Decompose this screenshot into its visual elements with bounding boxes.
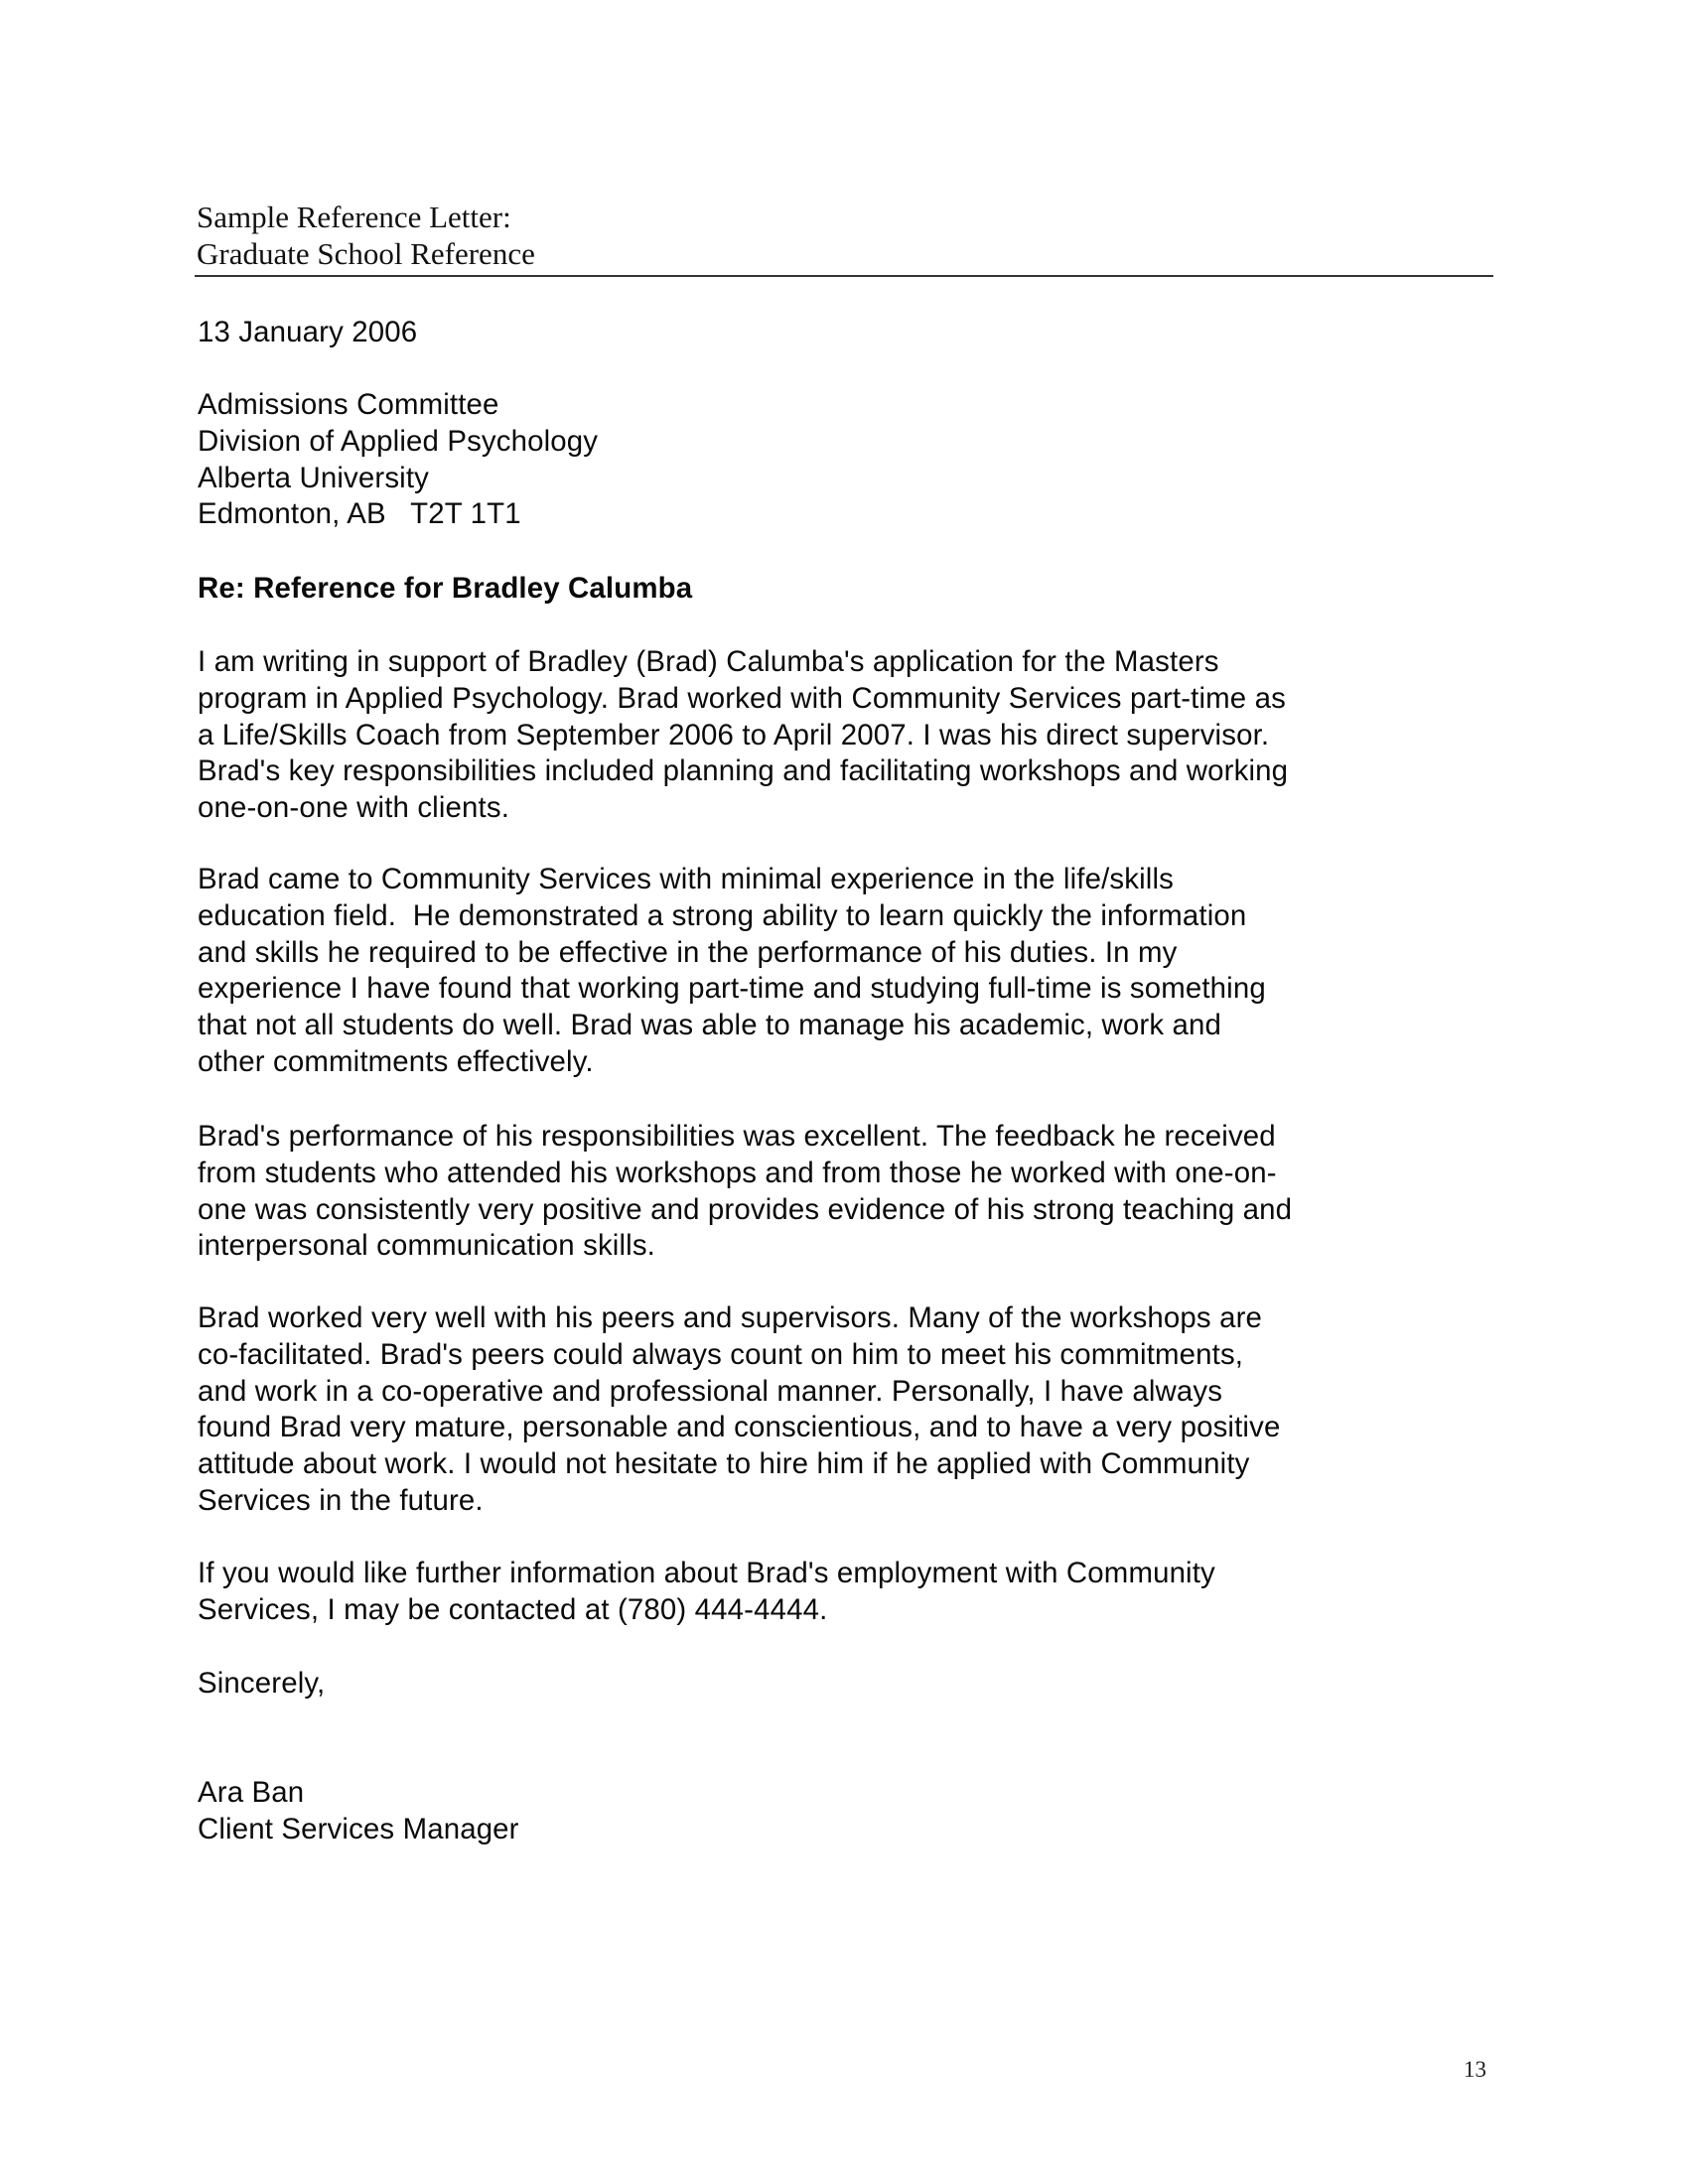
paragraph-line: If you would like further information about Brad's employment with Community	[198, 1557, 1215, 1589]
paragraph-line: experience I have found that working part-time and studying full-time is something	[198, 972, 1266, 1006]
paragraph-line: attitude about work. I would not hesitate to hire him if he applied with Community	[198, 1447, 1250, 1481]
letter-date-block	[198, 315, 417, 351]
paragraph-line: program in Applied Psychology. Brad worked with Community Services part-time as	[198, 681, 1286, 715]
paragraph-4	[198, 1300, 1280, 1520]
paragraph-line: from students who attended his workshops and from those he worked with one-on-	[198, 1156, 1277, 1189]
paragraph-line: Brad came to Community Services with minimal experience in the life/skills	[198, 863, 1174, 895]
paragraph-3	[198, 1119, 1292, 1265]
recipient-address	[198, 387, 598, 533]
paragraph-line: Services, I may be contacted at (780) 444-4444.	[198, 1592, 828, 1626]
paragraph-line: and skills he required to be effective in the performance of his duties. In my	[198, 935, 1178, 969]
paragraph-5	[198, 1556, 1215, 1629]
paragraph-line: Services in the future.	[198, 1483, 484, 1517]
paragraph-line: that not all students do well. Brad was able to manage his academic, work and	[198, 1009, 1221, 1042]
paragraph-line: education field. He demonstrated a strong ability to learn quickly the information	[198, 898, 1247, 932]
recipient-line: Edmonton, AB T2T 1T1	[198, 497, 521, 531]
paragraph-1	[198, 644, 1288, 827]
closing-salutation: Sincerely,	[198, 1667, 326, 1700]
paragraph-line: co-facilitated. Brad's peers could always count on him to meet his commitments,	[198, 1337, 1244, 1371]
recipient-line: Alberta University	[198, 461, 430, 494]
recipient-line: Admissions Committee	[198, 388, 499, 421]
subject-block	[198, 571, 692, 608]
paragraph-line: a Life/Skills Coach from September 2006 to April 2007. I was his direct supervisor.	[198, 718, 1270, 751]
paragraph-line: Brad worked very well with his peers and supervisors. Many of the workshops are	[198, 1301, 1263, 1334]
paragraph-line: I am writing in support of Bradley (Brad) Calumba's application for the Masters	[198, 645, 1219, 678]
signatory-title: Client Services Manager	[198, 1812, 519, 1845]
letter-date: 13 January 2006	[198, 316, 418, 348]
paragraph-line: and work in a co-operative and professional manner. Personally, I have always	[198, 1374, 1223, 1408]
paragraph-2	[198, 862, 1266, 1081]
subject-line: Re: Reference for Bradley Calumba	[198, 572, 693, 605]
recipient-line: Division of Applied Psychology	[198, 424, 599, 458]
paragraph-line: interpersonal communication skills.	[198, 1229, 655, 1263]
paragraph-line: Brad's performance of his responsibilities was excellent. The feedback he received	[198, 1120, 1276, 1153]
paragraph-line: Brad's key responsibilities included planning and facilitating workshops and working	[198, 754, 1289, 788]
paragraph-line: one-on-one with clients.	[198, 791, 510, 825]
paragraph-line: one was consistently very positive and provides evidence of his strong teaching and	[198, 1192, 1293, 1226]
paragraph-line: other commitments effectively.	[198, 1044, 594, 1078]
signatory-name: Ara Ban	[198, 1776, 305, 1809]
header-divider	[195, 275, 1493, 277]
page-number: 13	[1464, 2057, 1486, 2082]
closing-block	[198, 1666, 325, 1703]
header-title: Sample Reference Letter:	[197, 200, 511, 234]
document-header	[197, 199, 535, 272]
signature-block	[198, 1775, 519, 1848]
paragraph-line: found Brad very mature, personable and conscientious, and to have a very positive	[198, 1411, 1281, 1444]
header-subtitle: Graduate School Reference	[197, 236, 535, 271]
